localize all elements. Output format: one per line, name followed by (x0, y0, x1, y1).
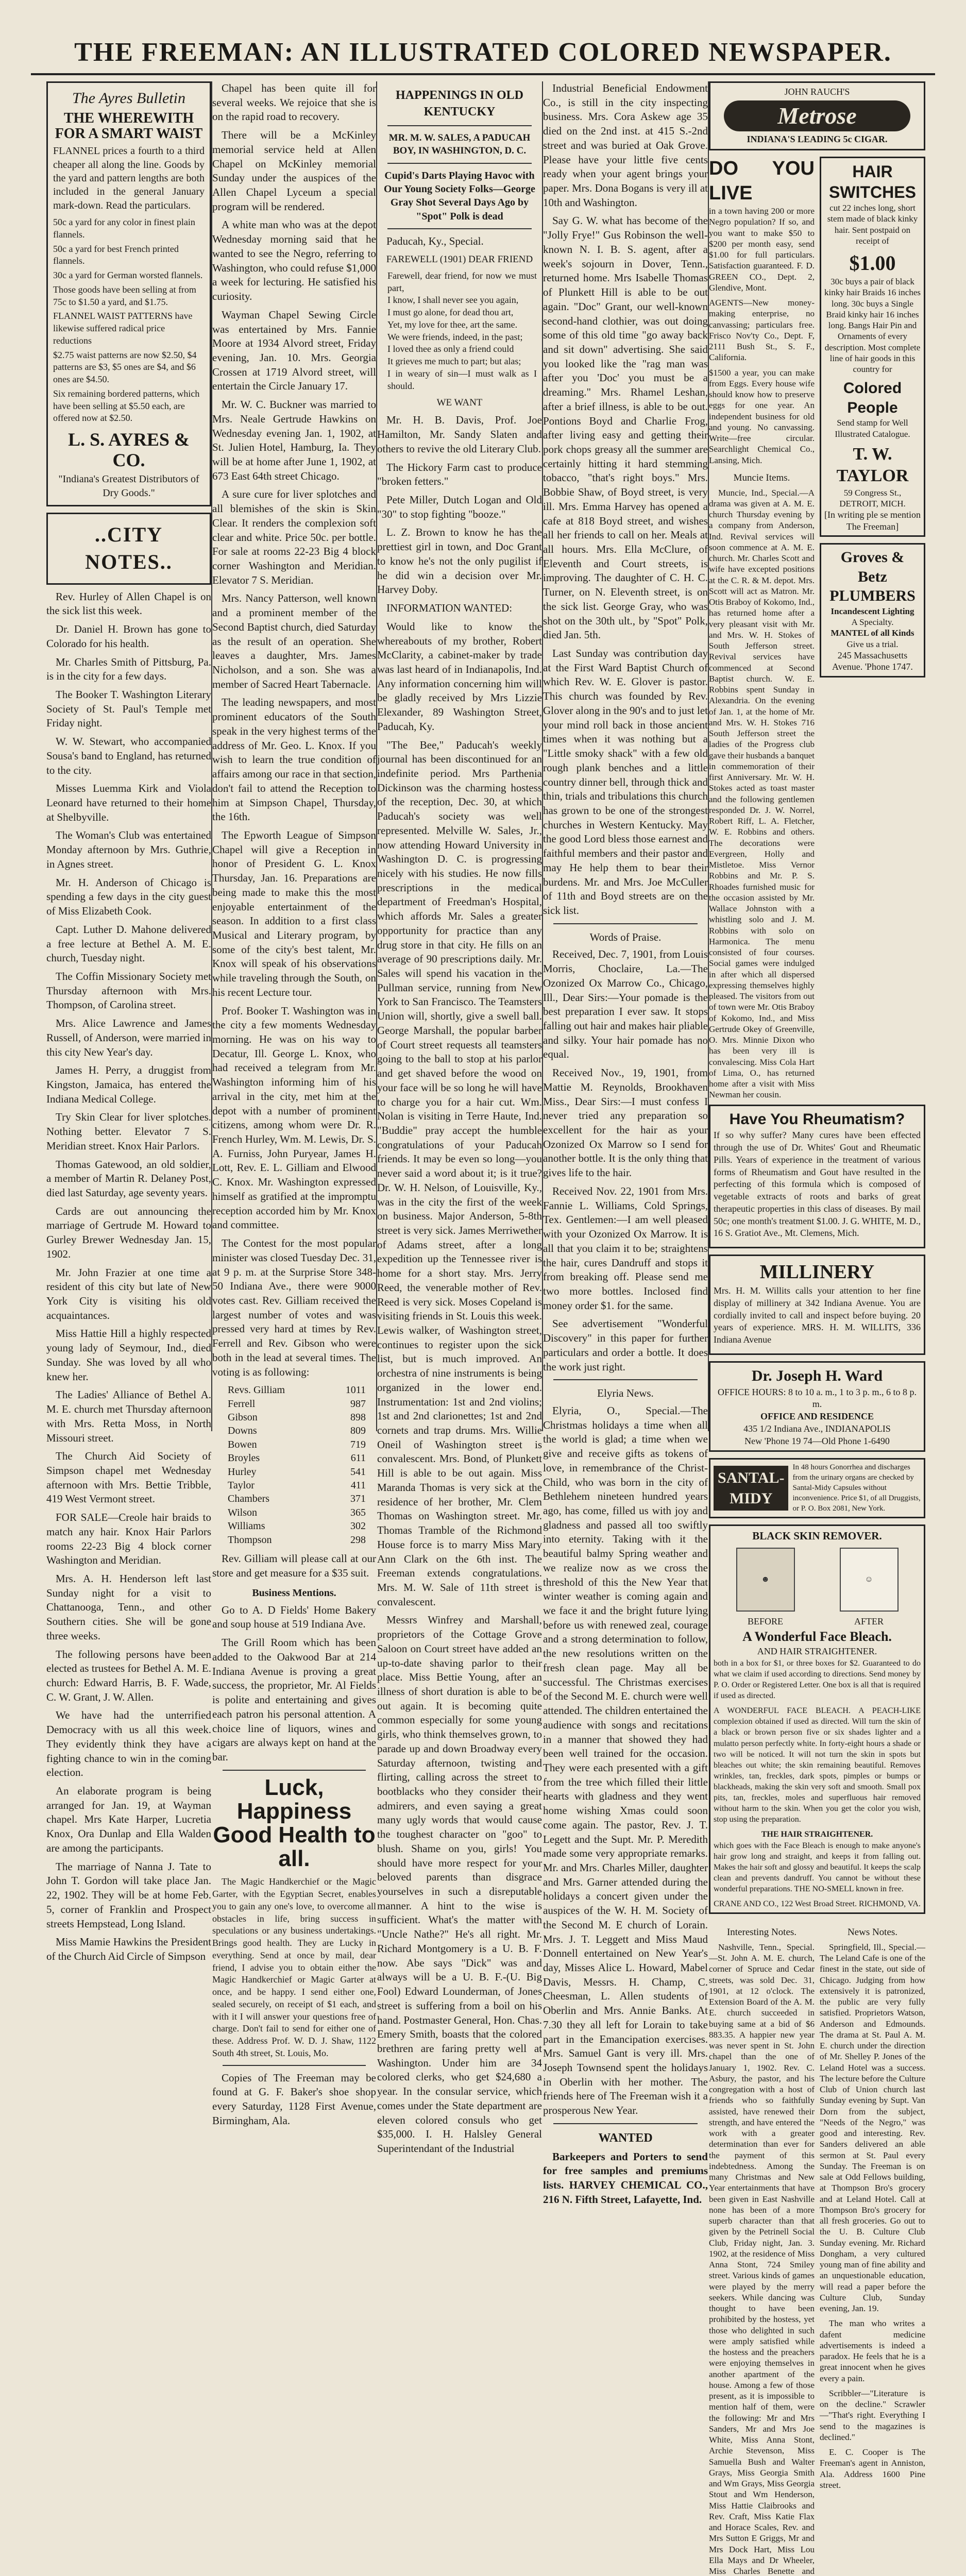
before-label: BEFORE (747, 1616, 783, 1627)
hair-switch-ad (820, 157, 925, 537)
colored-people: Colored People (843, 380, 902, 416)
vote-count: 809 (350, 1425, 366, 1437)
hair-switch-text: cut 22 inches long, short stem made of black kinky hair. Sent postpaid on receipt of (827, 203, 918, 246)
city-note: The marriage of Nanna J. Tate to John T. Gordon will take place Jan. 22, 1902. They will be at home Feb. 5, corner of Franklin and Prospect streets Hempstead, Long Island. (46, 1860, 211, 1930)
news-paragraph: Pete Miller, Dutch Logan and Old "30" to stop fighting "booze." (377, 494, 542, 520)
taylor-name: T. W. TAYLOR (836, 444, 909, 486)
rheumatism-ad (709, 1105, 925, 1248)
divider (387, 163, 532, 164)
city-note: Thomas Gatewood, an old soldier, a member of Martin R. Delaney Post, died last Saturday, age seventy years. (46, 1158, 211, 1199)
vote-count: 371 (350, 1493, 366, 1505)
straightener-heading: THE HAIR STRAIGHTENER. (761, 1830, 873, 1839)
city-note: Misses Luemma Kirk and Viola Leonard have returned to their home at Shelbyville. (46, 782, 211, 823)
column-2 (212, 81, 376, 2127)
city-note: James H. Perry, a druggist from Kingston, Jamaica, has entered the Indiana Medical College. (46, 1064, 211, 1105)
column-1 (46, 81, 211, 1962)
poem-line: It grieves me much to part; but alas; (387, 356, 521, 367)
interesting-notes (709, 1920, 815, 2576)
news-paragraph: Mr. W. C. Buckner was married to Mrs. Neale Gertrude Hawkins on Wednesday evening Jan. 1, 1902, at St. Julien Hotel, Hamburg, Ia. They will be at home after June 1, 1902, at 673 East 64th street Chicago. (212, 398, 376, 482)
hair-switch-title: HAIR SWITCHES (829, 162, 916, 202)
ward-hours: OFFICE HOURS: 8 to 10 a. m., 1 to 3 p. m., 6 to 8 p. m. (717, 1386, 917, 1410)
elyria-heading: Elyria News. (597, 1387, 654, 1400)
groves-name: Groves & Betz (840, 549, 905, 585)
business-mentions (212, 1603, 376, 1765)
millinery-ad (709, 1255, 925, 1355)
news-paragraph: The leading newspapers, and most prominent educators of the South speak in the very highest terms of the address of Mr. Geo. L. Knox. If you wish to learn the true condition of affairs among our race in that section, don't fail to attend the Reception to him at Simpson Chapel, Thursday, the 16th. (212, 696, 376, 823)
city-note: The Booker T. Washington Literary Society of St. Paul's Temple met Friday night. (46, 688, 211, 730)
news-paragraph: Mrs. Nancy Patterson, well known and a prominent member of the Second Baptist church, died Saturday as the result of an operation. She leaves a daughter, Mrs. James Nicholson, and a son. She was a member of Sacred Heart Tabernacle. (212, 592, 376, 690)
ayres-title: THE WHEREWITH FOR A SMART WAIST (55, 110, 203, 142)
col2-paragraphs (212, 81, 376, 1379)
millinery-title: MILLINERY (759, 1261, 875, 1283)
crane-address: CRANE AND CO., 122 West Broad Street. RICHMOND, VA. (714, 1900, 921, 1909)
vote-name: Downs (228, 1425, 257, 1437)
vote-count: 302 (350, 1520, 366, 1532)
luck-headline: Luck, Happiness Good Health to all. (213, 1774, 376, 1872)
rheumatism-title: Have You Rheumatism? (729, 1110, 905, 1128)
words-heading: Words of Praise. (589, 930, 662, 943)
wonderful-bleach: A Wonderful Face Bleach. (742, 1629, 892, 1644)
city-note: The Ladies' Alliance of Bethel A. M. E. church met Thursday afternoon with Mrs. Retta Moss, in North Missouri street. (46, 1388, 211, 1444)
ayres-item: 50c a yard for any color in finest plain flannels. (53, 217, 195, 240)
ayres-item: FLANNEL WAIST PATTERNS have likewise suffered radical price reductions (53, 311, 193, 346)
santal-text: In 48 hours Gonorrhea and discharges from the urinary organs are checked by Santal-Midy Capsules without inconvenience. Price $1, of all Druggists, or P. O. Box 2081, New York. (792, 1463, 921, 1513)
news-paragraph: The Hickory Farm cast to produce "broken fetters." (377, 461, 542, 488)
vote-count: 611 (350, 1452, 366, 1464)
news-paragraph: Prof. Booker T. Washington was in the city a few moments Wednesday morning. He was on his way to Decatur, Ill. George L. Knox, who had received a telegram from Mr. Washington informing him of his arrival in the city, met him at the depot with a number of prominent citizens, among whom were Dr. R. French Hurley, Wm. M. Lewis, Dr. S. A. Furniss, John Puryear, James H. Lott, Rev. E. L. Gilliam and Elwood C. Knox. Mr. Washington expressed himself as gratified at the impromptu reception accorded him by Mr. Knox and committee. (212, 1004, 376, 1231)
taylor-address: 59 Congress St., DETROIT, MICH. (839, 487, 906, 509)
vote-row (228, 1465, 376, 1479)
do-you-live: DO YOU LIVE (709, 158, 815, 204)
city-note: Mr. Charles Smith of Pittsburg, Pa. is in the city for a few days. (46, 655, 211, 683)
bottom-note-1: The man who writes a dafent medicine advertisements is indeed a paradox. He feels that he is a great innocent when he gives every a pain. (820, 2318, 925, 2383)
groves-betz-ad (820, 543, 925, 677)
poem-line: We were friends, indeed, in the past; (387, 331, 523, 342)
words-of-praise (543, 947, 708, 1374)
news-paragraph: INFORMATION WANTED: (386, 602, 513, 615)
column-5 (709, 81, 925, 2576)
ward-phone: New 'Phone 19 74—Old Phone 1-6490 (744, 1435, 890, 1446)
bleach-ad (709, 1524, 925, 1914)
news-paragraph: Say G. W. what has become of the "Jolly Frye!" Gus Robinson the well-known N. I. B. S. agent, after a week's sojourn in Dover, Tenn., returned home. Mrs Isabelle Thomas of Plunkett Hill is able to be out again. "Doc" Grant, our well-known second-hand clothier, was out doing some of this old time "go away back and sit down" advertising. She said you looked like the "rag man was after you 'Doc' you must be a dreaming." Mrs. Rhamel Leshan, after a brief illness, is able to be out. Pontions Boyd and Charlie Frog, after living easy and getting their pork chops greasy all the summer are certainly hitting it hard stemming tobacco, "that's right boys." Mrs. Bobbie Shaw, of Boyd street, is very ill. Mrs. Emma Harvey has opened a cafe at 818 Boyd street, and wishes all her friends to call on her. Meals at all hours. Mrs. Ella McClure, of Eleventh and Court streets, is improving. The daughter of C. H. C. Turner, on N. Eleventh street, is on the sick list. George Gray, who was shot on the 30th ult., by "Spot" Polk, died Jan. 5th. (543, 214, 708, 641)
col3-paragraphs (377, 413, 542, 2156)
news-paragraph: A white man who was at the depot Wednesday morning said that he wanted to see the Negro, referring to Washington, who could refuse $1,000 a week for lecturing. He satisfied his curiosity. (212, 218, 376, 303)
vote-name: Bowen (228, 1438, 257, 1450)
mantel-label: MANTEL of all Kinds (831, 628, 914, 638)
ward-office: OFFICE AND RESIDENCE (760, 1411, 874, 1422)
vote-name: Hurley (228, 1466, 257, 1478)
city-note: FOR SALE—Creole hair braids to match any hair. Knox Hair Parlors rooms 22-23 Big 4 block corner Washington and Meridian. (46, 1511, 211, 1567)
city-note: The Coffin Missionary Society met Thursday afternoon with Mrs. Thompson, of Carolina street. (46, 970, 211, 1011)
ward-ad (709, 1361, 925, 1452)
city-note: Rev. Hurley of Allen Chapel is on the sick list this week. (46, 590, 211, 617)
cigar-brand: JOHN RAUCH'S (784, 87, 850, 97)
divider (223, 2065, 366, 2066)
after-votes: Rev. Gilliam will please call at our store and get measure for a $35 suit. (212, 1552, 376, 1579)
vote-count: 1011 (345, 1384, 366, 1396)
vote-count: 298 (350, 1534, 366, 1546)
city-note: Cards are out announcing the marriage of Gertrude M. Howard to Gurley Brewer Wednesday Jan. 15, 1902. (46, 1205, 211, 1260)
magic-ad: The Magic Handkerchief or the Magic Garter, with the Egyptian Secret, enables you to gain any one's love, to overcome all obstacles in life, bring success in speculations or any business undertakings. Brings good health. They are Lucky in everything. Send at once by mail, dear friend, I advise you to obtain either the Magic Handkerchief or Magic Garter at once, and be happy. I send either one, sealed securely, on receipt of $1 each, and with it I will answer your questions free of charge. Don't fail to send for either one of these. Address Prof. W. D. J. Shaw, 1122 South 4th street, St. Louis, Mo. (212, 1876, 376, 2058)
praise-letter: Received Nov., 19, 1901, from Mattie M. Reynolds, Brookhaven Miss., Dear Sirs:—I must confess I never tried any preparation so excellent for the hair as your Ozonized Ox Marrow so I send for another bottle. It is the only thing that gives life to the hair. (543, 1066, 708, 1179)
city-notes (46, 590, 211, 1964)
news-paragraph: Last Sunday was contribution day at the First Ward Baptist Church of which Rev. W. E. Glover is pastor. This church was founded by Rev. Glover along in the 90's and to just let your mind roll back in those ancient times when it was nothing but a "Little smoky shack" with a few old rough plank benches and a little country dinner bell, through thick and thin, trials and tribulations this church has grown to be one of the strongest churches in Western Kentucky. May the good Lord bless those earnest and faithful members and their pastor and may He help them to bear their burdens. Mr. and Mrs. Joe McCuller of 11th and Boyd streets are on the sick list. (543, 647, 708, 917)
news-paragraph: Industrial Beneficial Endowment Co., is still in the city inspecting business. Mrs. Cora Askew age 35 died on the 2nd inst. at 415 S.-2nd street and was buried at Oak Grove. Please have your little five cents ready when your agent brings your paper. Mrs. Dona Bogans is very ill at 10th and Washington. (543, 82, 708, 209)
kentucky-subhead: MR. M. W. SALES, A PADUCAH BOY, IN WASHINGTON, D. C. (388, 132, 531, 157)
business-heading: Business Mentions. (252, 1587, 336, 1599)
news-notes (820, 1920, 925, 2576)
agents-ad: AGENTS—New money-making enterprise, no canvassing; particulars free. Frisco Nov'ty Co., Dept. F, 2111 Bush St., S. F., California. (709, 298, 815, 363)
ayres-tagline: "Indiana's Greatest Distributors of Dry Goods." (58, 473, 199, 499)
praise-letter: Received, Dec. 7, 1901, from Louis Morris, Choclaire, La.—The Ozonized Ox Marrow Co., Chicago, Ill., Dear Sirs:—Your pomade is the best preparation I ever saw. It stops falling out hair and makes hair pliable and silky. Your hair pomade has no equal. (543, 948, 708, 1061)
poem (387, 270, 537, 393)
vote-name: Chambers (228, 1493, 270, 1505)
cigar-name: Metrose (724, 100, 910, 132)
santal-ad (709, 1458, 925, 1518)
muncie-items: Muncie, Ind., Special.—A drama was given at A. M. E. church Thursday evening by a company from Anderson, Ind. Revival services will soon commence at A. M. E. church. Mr. Charles Scott and wife have excepted positions at the C. R. & M. depot. Mrs. Scott will act as Matron. Mr. Otis Braboy of Kokomo, Ind., has returned home after a very pleasant visit with Mr. and Mrs. W. H. Stokes of South Jefferson street. Revival services have commenced at Second Baptist church. W. E. Robbins spent Sunday in Alexandria. On the evening of Jan. 1, at the home of Mr. and Mrs. W. H. Stokes 716 South Jefferson street the ladies of the Progress club gave their husbands a banquet in commemoration of their first Anniversary. Mr. W. H. Stokes acted as toast master and the following gentlemen responded Dr. J. W. Norrel, Robert Riff, L. A. Fletcher, W. E. Robbins and others. The decorations were Evergreen, Holly and Mistletoe. Miss Vernor Robbins and Mr. P. S. Rhoades furnished music for the occasion assisted by Mr. Wallace Johnston with a whistling solo and J. M. Robbins with solo on Harmonica. The menu consisted of four courses. Social games were indulged in after which all dispersed expressing themselves highly pleased. The visitors from out of town were Mr. Otis Braboy of Kokomo, Ind., and Miss Gertrude Okey of Greenville, O. Mrs. Minnie Dixon who has been very ill is convalescing. Miss Cola Hart of Lima, O., has returned home after a visit with Miss Newman her cousin. (709, 487, 815, 1100)
millinery-text: Mrs. H. M. Willits calls your attention to her fine display of millinery at 342 Indiana Avenue. You are cordially invited to call and inspect before buying. 20 years of experience. MRS. H. M. WILLITS, 336 Indiana Avenue (714, 1285, 921, 1345)
news-paragraph: Messrs Winfrey and Marshall, proprietors of the Cottage Grove Saloon on Court street have added an up-to-date shaving parlor to their place. Miss Bettie Young, after an illness of short duration is able to be out again. It is becoming quite common especially for some young girls, who think themselves grown, to parade up and down Broadway every Saturday afternoon, twisting and flirting, calling across the street to bootblacks who they consider their admirers, and even saying a great many ugly words that would cause the toughest character on "goo" to blush. Shame on you, girls! You should have more respect for your beloved parents than disgrace yourselves in such a disreputable manner. A hint to the wise is sufficient. What's the matter with "Uncle Nathe?" He's all right. Mr. Richard Montgomery is a U. B. F. now. Abe says "Dick" was and always will be a U. B. F.-(U. Big Fool) Edward Lounderman, of Jones street is suffering from a boil on his hand. Postmaster General, Hon. Chas. Emery Smith, boasts that the colored brethren are faring pretty well at Washington. Under him are 34 colored clerks, who get $24,680 a year. In the consular service, which comes under the State department are eleven colored consuls who get $35,000. I. H. Halsley General Superintendant of the Industrial (377, 1614, 542, 2155)
kentucky-subhead-2: Cupid's Darts Playing Havoc with Our Young Society Folks—George Gray Shot Several Days Ago by "Spot" Polk is dead (384, 170, 535, 222)
we-want-heading: WE WANT (436, 397, 483, 409)
divider (223, 1770, 366, 1771)
santal-name: SANTAL-MIDY (714, 1466, 788, 1511)
vote-row (228, 1479, 376, 1492)
news-heading: News Notes. (847, 1927, 898, 1938)
do-you-live-text: in a town having 200 or more Negro population? If so, and you want to make $50 to $200 per month easy, send $1.00 for full particulars. Satisfaction guaranteed. F. D. GREEN CO., Dept. 2, Glendive, Mont. (709, 206, 815, 293)
ayres-ad (46, 81, 211, 506)
vote-name: Wilson (228, 1506, 257, 1518)
ayres-item: 50c a yard for best French printed flannels. (53, 243, 179, 266)
vote-count: 987 (350, 1398, 366, 1410)
col4-paragraphs (543, 81, 708, 918)
bottom-note-3: E. C. Cooper is The Freeman's agent in Anniston, Ala. Address 1600 Pine street. (820, 2447, 925, 2490)
poem-line: Yet, my love for thee, art the same. (387, 319, 518, 330)
news-paragraph: The Contest for the most popular minister was closed Tuesday Dec. 31, at 9 p. m. at the Surprise Store 348-50 Indiana Ave., there were 9000 votes cast. Rev. Gilliam received the largest number of votes and was pressed very hard at times by Rev. Ferrell and Rev. Gibson who were both in the lead at several times. The voting is as following: (212, 1237, 376, 1378)
interesting-text: Nashville, Tenn., Special.—St. John A. M. E. church, corner of Spruce and Cedar streets, was sold Dec. 31, 1901, at 12 o'clock. The Extension Board of the A. M. E. church succeeded in buying same at a bid of $6 883.35. A happier new year was never spent in St. John chapel than the one of January 1, 1902. Rev. C. Asbury, the pastor, and his congregation with a host of friends who so faithfully assisted, have renewed their strength, and have entered the work with a greater determination than ever for the payment of this indebtedness. Among the many Christmas and New Year entertainments that have been given in East Nashville none has been of a more superb character than that given by the Petrinell Social Club, Friday night, Jan. 3. 1902, at the residence of Miss Anna Stont, 724 Smiley street. Various kinds of games were played by the merry seekers. While dancing was thought to have been prohibited by the hostess, yet those who delighted in such were amply satisfied while the hostess and the preachers were enjoying themselves in another apartment of the house. Among a few of those present, as it is impossible to mention half of them, were the following: Mr and Mrs Sanders, Mr and Mrs Joe White, Miss Anna Stont, Archie Stevenson, Miss Samuella Bush and Walter Grays, Miss Georgia Smith and Wm Grays, Miss Georgia Stout and Wm Henderson, Miss Hattie Claibrooks and Rev. Craft, Miss Katie Flax and Horace Scales, Rev. and Mrs Sutton E Griggs, Mr and Mrs Dock Hart, Miss Lou Ella Mays and Dr Wheeler, Miss Charles Benette and (709, 1942, 815, 2576)
poem-line: I know, I shall never see you again, (387, 295, 519, 306)
city-note: Miss Hattie Hill a highly respected young lady of Seymour, Ind., died Sunday. She was loved by all who knew her. (46, 1327, 211, 1383)
news-paragraph: Mr. H. B. Davis, Prof. Joe Hamilton, Mr. Sandy Slaten and others to revive the old Literary Club. (377, 414, 542, 455)
ward-title: Dr. Joseph H. Ward (751, 1367, 883, 1384)
vote-name: Williams (228, 1520, 265, 1532)
column-4 (543, 81, 708, 2206)
city-note: The following persons have been elected as trustees for Bethel A. M. E. church: Edward Harris, B. F. Wade, C. W. Grant, J. W. Allen. (46, 1648, 211, 1703)
after-portrait (840, 1544, 899, 1628)
vote-name: Ferrell (228, 1398, 256, 1410)
ad-row (709, 157, 925, 1105)
poem-line: I must go alone, for dead thou art, (387, 307, 514, 318)
cigar-tagline: INDIANA'S LEADING 5c CIGAR. (747, 134, 888, 145)
city-note: Dr. Daniel H. Brown has gone to Colorado for his health. (46, 623, 211, 650)
hair-switch-price: $1.00 (849, 251, 896, 275)
vote-count: 365 (350, 1506, 366, 1518)
business-item: Go to A. D Fields' Home Bakery and soup house at 519 Indiana Ave. (212, 1603, 376, 1631)
vote-row (228, 1397, 376, 1411)
column-3 (377, 81, 542, 2155)
rheumatism-text: If so why suffer? Many cures have been effected through the use of Dr. Whites' Gout and Rheumatic Pills. Years of experience in the treatment of various forms of Rheumatism and Gout have resulted in the perfecting of this formula which is composed of vegetable extracts of roots and barks of great therapeutic properties in this class of diseases. By mail 50c; one month's treatment $1.00. J. G. WHITE, M. D., 16 S. Gratiot Ave., Mt. Clemens, Mich. (714, 1130, 921, 1239)
woman-light-portrait-icon: ☺ (840, 1548, 899, 1612)
ayres-item: Those goods have been selling at from 75c to $1.50 a yard, and $1.75. (53, 284, 196, 307)
city-note: The Church Aid Society of Simpson chapel met Wednesday afternoon with Mrs. Bettie Tribble, 419 West Vermont street. (46, 1450, 211, 1505)
vote-row (228, 1519, 376, 1533)
taylor-note: [In writing ple se mention The Freeman] (824, 510, 921, 532)
before-portrait (736, 1544, 795, 1628)
news-paragraph: There will be a McKinley memorial service held at Allen Chapel on McKinley memorial Sunday under the auspices of the Allen Chapel Lyceum a special program will be rendered. (212, 129, 376, 213)
praise-letter: See advertisement "Wonderful Discovery" in this paper for further particulars and order a bottle. It does the work just right. (543, 1317, 708, 1373)
news-paragraph: Would like to know the whereabouts of my brother, Robert McClarity, a cabinet-maker by trade was last heard of in Indianapolis, Ind. Any information concerning him will be gladly received by Mrs Lizzie Elexander, 89 Washington Street, Paducah, Ky. (377, 620, 542, 733)
vote-row (228, 1411, 376, 1424)
bottom-note-2: Scribbler—"Literature is on the decline." Scrawler—"That's right. Everything I send to the magazines is declined." (820, 2388, 925, 2442)
praise-letter: Received Nov. 22, 1901 from Mrs. Fannie L. Williams, Cold Springs, Tex. Gentlemen:—I am well pleased with your Ozonized Ox Marrow. It is all that you claim it to be; straightens the hair, cures Dandruff and stops it from breaking off. Please send me two more bottles. Inclosed find money order $1. for the same. (543, 1184, 708, 1312)
vote-table (228, 1383, 376, 1547)
ayres-intro: FLANNEL prices a fourth to a third cheaper all along the line. Goods by the yard and pattern lengths are both included in the general January mark-down. Read the particulars. (53, 145, 205, 211)
vote-count: 541 (350, 1466, 366, 1478)
catalogue-text: Send stamp for Well Illustrated Catalogue. (835, 418, 910, 439)
city-note: Mrs. Alice Lawrence and James Russell, of Anderson, were married in this city New Year's day. (46, 1017, 211, 1058)
trial-label: Give us a trial. (846, 639, 899, 649)
vote-count: 719 (350, 1438, 366, 1450)
vote-row (228, 1492, 376, 1505)
bleach-more: A WONDERFUL FACE BLEACH. A PEACH-LIKE complexion obtained if used as directed. Will turn the skin of a black or brown person five or six shades lighter and a mulatto person perfectly white. In forty-eight hours a shade or two will be noticed. It will not turn the skin in spots but bleaches out white; the skin remaining beautiful. Removes wrinkles, tan, freckles, dark spots, pimples or bumps or blackheads, making the skin very soft and smooth. Small pox pits, tan, freckles, moles and superfluous hair removed without harm to the skin. When you get the color you wish, stop using the preparation. (714, 1706, 921, 1824)
news-paragraph: A sure cure for liver splotches and all blemishes of the skin is Skin Clear. It renders the complexion soft clear and white. Price 50c. per bottle. For sale at rooms 22-23 Big 4 block corner Washington and Meridian. Elevator 7 S. Meridian. (212, 488, 376, 586)
after-label: AFTER (854, 1616, 884, 1627)
wanted-text: Barkeepers and Porters to send for free samples and premiums lists. HARVEY CHEMICAL CO., 216 N. Fifth Street, Lafayette, Ind. (543, 2150, 708, 2206)
ads-right (820, 157, 925, 1105)
ayres-item: Six remaining bordered patterns, which have been selling at $5.50 each, are offered now at $2.50. (53, 388, 200, 423)
vote-row (228, 1424, 376, 1437)
city-notes-header: ..CITY NOTES.. (46, 513, 211, 585)
copies-note: Copies of The Freeman may be found at G. F. Baker's shoe shop every Saturday, 1128 First Avenue, Birmingham, Ala. (212, 2071, 376, 2127)
masthead: THE FREEMAN: AN ILLUSTRATED COLORED NEWSPAPER. (31, 31, 935, 75)
vote-name: Revs. Gilliam (228, 1384, 285, 1396)
bleach-heading: BLACK SKIN REMOVER. (752, 1530, 882, 1543)
specialty-label: A Specialty. (851, 617, 894, 628)
ayres-item: 30c a yard for German worsted flannels. (53, 270, 203, 281)
city-note: The Woman's Club was entertained Monday afternoon by Mrs. Guthrie, in Agnes street. (46, 829, 211, 870)
wanted-heading: WANTED (598, 2131, 653, 2145)
vote-name: Taylor (228, 1479, 255, 1491)
news-paragraph: "The Bee," Paducah's weekly journal has been discontinued for an indefinite period. Mrs Parthenia Dickinson was the charming hostess of the reception, Dec. 30, at which Paducah's society was well represented. Melville W. Sales, Jr., now attending Howard University in Washington D. C. is progressing nicely with his studies. He now fills prescriptions in the medical department of Freedman's Hospital, which affords Mr. Sales a greater opportunity for practice than any drug store in that city. He fills on an average of 90 prescriptions daily. Mr. Sales will spend his vacation in the Pullman service, running from New York to San Francisco. The Teamsters Union will, shortly, give a swell ball. George Marshall, the popular barber of Court street requests all teamsters going to the ball to stop at his parlor and get shaved before the wood on your face will be so long he will have to charge you for a hair cut. Wm. Nolan is visiting in Terre Haute, Ind. "Buddie" pray accept the humble congratulations of your Paducah friends. It may be even so long—you never said a word about it; is it true? Dr. W. H. Nelson, of Louisville, Ky., was in the city the first of the week on business. Major Anderson, 5-8th street is very sick. James Merriwether of Adams street, after a long expedition up the Tennessee river is home for a short stay. Mrs. Jerry Reed, the venerable mother of Rev. Reed is very sick. Moses Copeland is visiting friends in St. Louis this week. Lewis walker, of Washington street, continues to register upon the sick list, but is much improved. An orchestra of nine instruments is being organized in the lower end. Instrumentation: 1st and 2nd violins; 1st and 2nd clarionettes; 1st and 2nd cornets and trap drums. Mrs. Willie Oneil of Washington street is convalescent. Mrs. Bond, of Plunkett Hill is able to be out again. Miss Maranda Thomas is very sick at the residence of her brother, Mr. Clem Thomas on Washington street. Mr. Thomas Tramble of the Richmond House force is to marry Miss Mary Ann Clark on the 6th inst. The Freeman extends congratulations. Mrs. M. W. Sale of 11th street is convalescent. (377, 738, 542, 1608)
ayres-item: $2.75 waist patterns are now $2.50, $4 patterns are $3, $5 ones are $4, and $6 ones are $4.50. (53, 349, 197, 385)
city-note: Mr. H. Anderson of Chicago is spending a few days in the city guest of Miss Elizabeth Cook. (46, 876, 211, 918)
city-note: Mrs. A. H. Henderson left last Sunday night for a visit to Chattanooga, Tenn., and other Southern cities. She will be gone three weeks. (46, 1572, 211, 1642)
incandescent-label: Incandescent Lighting (831, 606, 914, 616)
news-paragraph: Chapel has been quite ill for several weeks. We rejoice that she is on the rapid road to recovery. (212, 82, 376, 123)
divider (553, 2123, 698, 2124)
ayres-name: L. S. AYRES & CO. (68, 429, 190, 470)
vote-count: 898 (350, 1412, 366, 1423)
interesting-heading: Interesting Notes. (726, 1927, 797, 1938)
poem-line: Farewell, dear friend, for now we must part, (387, 270, 537, 293)
divider (553, 1379, 698, 1380)
straightener-text: which goes with the Face Bleach is enough to make anyone's hair grow long and straight, and keeps it from falling out. Makes the hair soft and glossy and beautiful. It keeps the scalp clean and prevents dandruff. You cannot be without these wonderful preparations. THE NO-SMELL known in free. (714, 1841, 921, 1894)
vote-name: Gibson (228, 1412, 258, 1423)
vote-row (228, 1383, 376, 1397)
ads-left (709, 157, 815, 1105)
vote-row (228, 1438, 376, 1451)
news-text: Springfield, Ill., Special.—The Leland Cafe is one of the finest in the state, out side of Chicago. Judging from how extensively it is patronized, the public are very fully satisfied. Proprietors Watson, Anderson and Edmounds. The drama at St. Paul A. M. E. church under the direction of Mr. Shelley P. Jones of the Leland Hotel was a success. The lecture before the Culture Club of Union church last Sunday evening by Supt. Van Dorn from the subject, "Needs of the Negro," was good and interesting. Rev. Sanders delivered an able sermon at St. Paul every Sunday. The Freeman is on sale at Odd Fellows building, at Thompson Bro's grocery and at Leland Hotel. Call at Thompson Bro's grocery for all fresh groceries. Go out to the U. B. Culture Club Sunday evening. Mr. Richard Dongham, a very cultured young man of fine ability and an unquestionable education, will read a paper before the Culture Club, Sunday evening, Jan. 19. (820, 1942, 925, 2314)
vote-row (228, 1506, 376, 1519)
vote-row (228, 1533, 376, 1547)
vote-count: 411 (350, 1479, 366, 1491)
vote-name: Broyles (228, 1452, 260, 1464)
eggs-ad: $1500 a year, you can make from Eggs. Every house wife should know how to preserve eggs for one year. An independent business for old and young. No canvassing. Write—free circular. Searchlight Chemical Co., Lansing, Mich. (709, 367, 815, 465)
bleach-text: both in a box for $1, or three boxes for $2. Guaranteed to do what we claim if used according to directions. Send money by P. O. Order or Registered Letter. One box is all that is required if used as directed. (714, 1658, 921, 1701)
ayres-items (53, 216, 205, 425)
cigar-ad (709, 81, 925, 150)
groves-address: 245 Massachusetts Avenue. 'Phone 1747. (832, 650, 913, 672)
city-note: Capt. Luther D. Mahone delivered a free lecture at Bethel A. M. E. church, Tuesday night. (46, 923, 211, 964)
city-note: Mr. John Frazier at one time a resident of this city but late of New York City is visiting his old acquaintances. (46, 1266, 211, 1321)
notes-row (709, 1920, 925, 2576)
city-note: An elaborate program is being arranged for Jan. 19, at Wayman chapel. Mrs Kate Harper, Lucretia Knox, Ora Dunlap and Ella Walden are among the participants. (46, 1785, 211, 1854)
business-item: The Grill Room which has been added to the Oakwood Bar at 214 Indiana Avenue is proving a great success, the proprietor, Mr. Al Fields is polite and entertaining and gives each patron his personal attention. A choice line of liquors, wines and cigars are always kept on hand at the bar. (212, 1636, 376, 1763)
hair-straightener-label: AND HAIR STRAIGHTENER. (757, 1646, 877, 1657)
kentucky-headline: HAPPENINGS IN OLD KENTUCKY (395, 89, 524, 118)
muncie-heading: Muncie Items. (733, 472, 790, 483)
poem-line: I loved thee as only a friend could (387, 344, 514, 354)
ayres-bulletin: The Ayres Bulletin (72, 90, 185, 107)
news-paragraph: L. Z. Brown to know he has the prettiest girl in town, and Doc Grant to know he's not the only pugilist if he did win a decision over Mr. Harvey Doby. (377, 526, 542, 596)
vote-name: Thompson (228, 1534, 272, 1546)
plumbers-label: PLUMBERS (829, 587, 916, 605)
vote-row (228, 1451, 376, 1465)
city-note: W. W. Stewart, who accompanied Sousa's band to England, has returned to the city. (46, 735, 211, 776)
divider (387, 228, 532, 229)
ward-address: 435 1/2 Indiana Ave., INDIANAPOLIS (743, 1423, 891, 1434)
city-note: Try Skin Clear for liver splotches. Nothing better. Elevator 7 S. Meridian street. Knox Hair Parlors. (46, 1111, 211, 1152)
elyria-news: Elyria, O., Special.—The Christmas holidays a time when all the world is glad; a time when we give and receive gifts as tokens of love, in remembrance of the Christ-Child, who was born in the city of Bethlehem nineteen hundred years ago, has come, filled us with joy and gladness and passed all too swiftly into eternity. Taking with it the beautiful balmy Spring weather and we realize now as we cross the threshold of this the New Year that winter weather is coming again and we face it and the bright future lying before us with renewed zeal, courage and a strong determination to follow, the new resolutions written on the fresh clean page. May all be successful. The Christmas exercises of the Second M. E. church were well attended. The children entertained the audience with songs and recitations in a manner that showed they had been well trained for the occasion. They were each presented with a gift from the tree which filled their little hearts with gladness and they went home wishing Xmas could soon come again. The pastor, Rev. J. T. Legett and the Supt. Mr. P. Meredith made some very appropriate remarks. Mr. and Mrs. Charles Miller, daughter and Mrs. Garner attended during the holidays a concert given under the auspices of the W. H. M. Society of the Second M. E church of Lorain. Mrs. J. T. Leggett and Miss Maud Donnell entertained on New Year's day, Misses Alice L. Howard, Mabel Davis, Messrs. H. Champ, C. Cheesman, L. Allen students of Oberlin and Mrs. Annie Banks. At 7.30 they all left for Lorain to take part in the Emancipation exercises. Mrs. Samuel Gant is very ill. Mrs. Joseph Townsend spent the holidays in Oberlin with her mother. The friends here of The Freeman wish it a prosperous New Year. (543, 1404, 708, 2117)
news-paragraph: The Epworth League of Simpson Chapel will give a Reception in honor of President G. L. Knox Thursday, Jan. 16. Preparations are being made to make this the most enjoyable entertainment of the season. In addition to a first class Musical and Literary program, by some of the city's best talent, Mr. Knox will speak of his observations while traveling through the South, on his recent Lecture tour. (212, 828, 376, 998)
news-paragraph: Wayman Chapel Sewing Circle was entertained by Mrs. Fannie Moore at 1934 Alvord street, Friday evening, Jan. 10. Mrs. Georgia Crossen at 1719 Alvord street, will entertain the Circle January 17. (212, 308, 376, 393)
dateline: Paducah, Ky., Special. (386, 235, 484, 248)
bleach-portraits (714, 1544, 921, 1628)
woman-dark-portrait-icon: ☻ (736, 1548, 795, 1612)
city-note: We have had the unterrified Democracy with us all this week. They evidently think they have a fighting chance to win in the coming election. (46, 1709, 211, 1779)
hair-switch-more: 30c buys a pair of black kinky hair Braids 16 inches long. 30c buys a Single Braid kinky hair 16 inches long. Bangs Hair Pin and Ornaments of every description. Most complete line of hair goods in this country for (824, 277, 921, 375)
divider (553, 923, 698, 924)
divider (387, 125, 532, 126)
poem-line: I in weary of sin—I must walk as I should. (387, 368, 537, 391)
poem-title: FAREWELL (1901) DEAR FRIEND (386, 253, 533, 265)
city-note: Miss Mamie Hawkins the President of the Church Aid Circle of Simpson (46, 1936, 211, 1962)
